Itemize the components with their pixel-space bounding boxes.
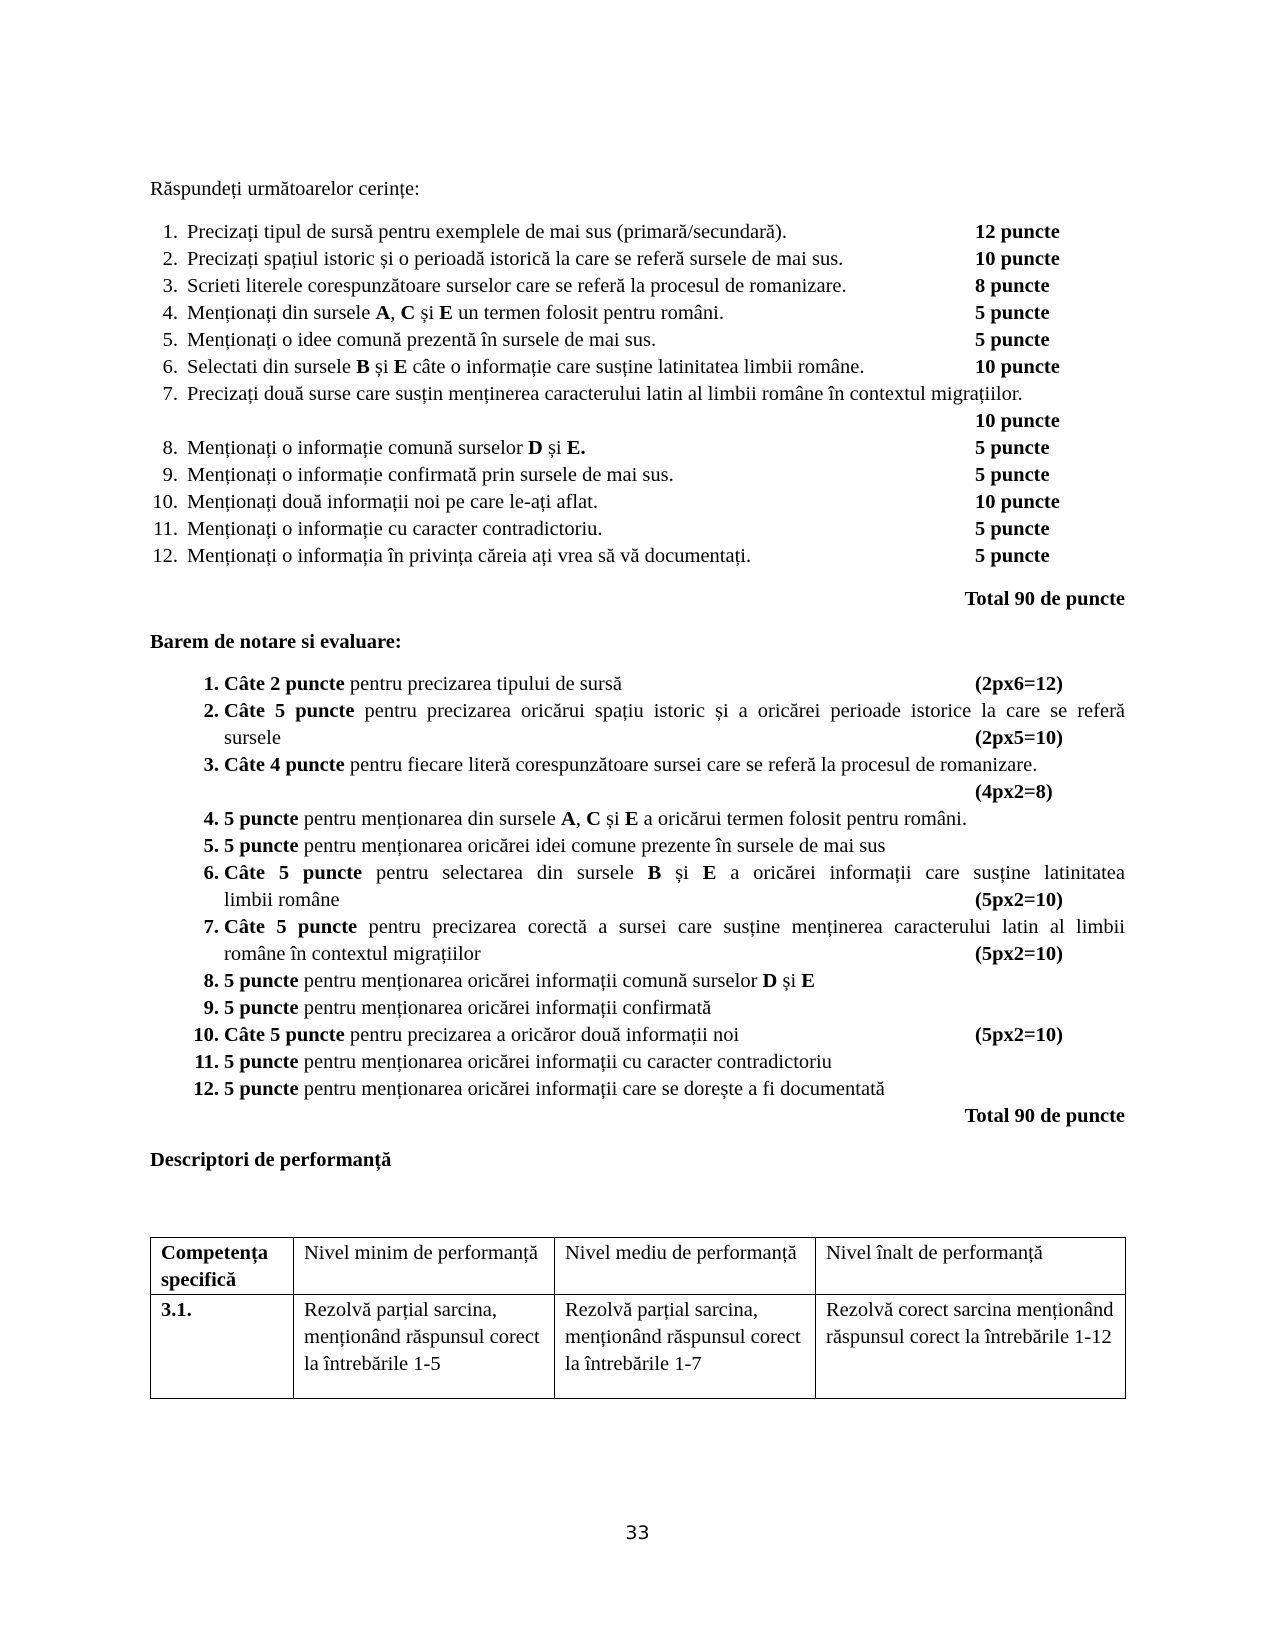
question-text: Menționați o informație confirmată prin sursele de mai sus. [187, 464, 674, 486]
question-number: 6. [162, 356, 178, 378]
question-text: Menționați două informații noi pe care le-ați aflat. [187, 491, 598, 513]
barem-text: 5 puncte pentru menționarea oricărei informații care se dorește a fi documentată [224, 1078, 885, 1100]
total-points: Total 90 de puncte [964, 1105, 1125, 1127]
question-text: Precizați tipul de sursă pentru exemplele de mai sus (primară/secundară). [187, 221, 787, 243]
barem-number: 11. [194, 1051, 219, 1073]
question-text: Precizați spațiul istoric și o perioadă istorică la care se referă sursele de mai sus. [187, 248, 844, 270]
table-header-row [151, 1238, 1126, 1295]
question-text: Menționați din sursele A, C și E un termen folosit pentru români. [187, 302, 724, 324]
barem-text-cont: române în contextul migrațiilor [224, 943, 481, 965]
question-number: 7. [162, 383, 178, 405]
question-points: 8 puncte [975, 275, 1050, 297]
barem-text: Câte 5 puncte pentru precizarea corectă a sursei care susține menținerea caracterului latin al limbii [224, 916, 1125, 938]
barem-number: 5. [203, 835, 219, 857]
question-points: 10 puncte [975, 248, 1060, 270]
table-cell: Rezolvă parțial sarcina, menționând răspunsul corect la întrebările 1-5 [294, 1295, 555, 1399]
question-number: 2. [162, 248, 178, 270]
table-cell: 3.1. [151, 1295, 294, 1399]
barem-text: Câte 5 puncte pentru precizarea oricărui spațiu istoric și a oricărei perioade istorice la care se referă [224, 700, 1125, 722]
barem-score: (5px2=10) [975, 889, 1063, 911]
question-number: 10. [152, 491, 178, 513]
intro-text: Răspundeți următoarelor cerințe: [150, 178, 420, 200]
table-header: Nivel mediu de performanță [555, 1238, 816, 1295]
barem-score: (5px2=10) [975, 943, 1063, 965]
question-text: Menționați o informație cu caracter contradictoriu. [187, 518, 603, 540]
barem-score: (2px6=12) [975, 673, 1063, 695]
question-number: 9. [162, 464, 178, 486]
barem-text-cont: sursele [224, 727, 281, 749]
barem-text: 5 puncte pentru menționarea oricărei informații comună surselor D și E [224, 970, 815, 992]
barem-number: 1. [203, 673, 219, 695]
question-points: 10 puncte [975, 410, 1060, 432]
barem-text: Câte 5 puncte pentru precizarea a oricăror două informații noi [224, 1024, 740, 1046]
barem-number: 7. [203, 916, 219, 938]
question-points: 5 puncte [975, 302, 1050, 324]
barem-text: 5 puncte pentru menționarea oricărei informații cu caracter contradictoriu [224, 1051, 832, 1073]
total-points: Total 90 de puncte [964, 588, 1125, 610]
barem-score: (4px2=8) [975, 781, 1053, 803]
barem-number: 2. [203, 700, 219, 722]
document-page [150, 0, 1125, 1650]
table-cell: Rezolvă corect sarcina menționând răspunsul corect la întrebările 1-12 [816, 1295, 1126, 1399]
question-points: 5 puncte [975, 464, 1050, 486]
barem-text: 5 puncte pentru menționarea oricărei informații confirmată [224, 997, 712, 1019]
question-number: 3. [162, 275, 178, 297]
barem-text-cont: limbii române [224, 889, 340, 911]
table-header: Nivel minim de performanță [294, 1238, 555, 1295]
question-text: Scrieti literele corespunzătoare surselor care se referă la procesul de romanizare. [187, 275, 847, 297]
question-number: 1. [162, 221, 178, 243]
barem-score: (5px2=10) [975, 1024, 1063, 1046]
barem-text: Câte 5 puncte pentru selectarea din sursele B și E a oricărei informații care susține latinitatea [224, 862, 1125, 884]
barem-text: 5 puncte pentru menționarea din sursele A, C și E a oricărui termen folosit pentru români. [224, 808, 968, 830]
question-points: 5 puncte [975, 545, 1050, 567]
barem-title: Barem de notare si evaluare: [150, 631, 402, 653]
barem-number: 3. [203, 754, 219, 776]
question-number: 12. [152, 545, 178, 567]
question-text: Menționați o idee comună prezentă în sursele de mai sus. [187, 329, 657, 351]
question-number: 11. [153, 518, 178, 540]
question-text: Menționați o informație comună surselor D și E. [187, 437, 586, 459]
barem-number: 6. [203, 862, 219, 884]
barem-score: (2px5=10) [975, 727, 1063, 749]
question-number: 5. [162, 329, 178, 351]
question-points: 12 puncte [975, 221, 1060, 243]
barem-number: 4. [203, 808, 219, 830]
page-number: 33 [625, 1522, 650, 1544]
barem-number: 8. [203, 970, 219, 992]
table-row [151, 1295, 1126, 1399]
descriptors-table [150, 1237, 1126, 1399]
barem-number: 10. [193, 1024, 219, 1046]
question-points: 5 puncte [975, 518, 1050, 540]
barem-number: 12. [193, 1078, 219, 1100]
barem-text: Câte 4 puncte pentru fiecare literă corespunzătoare sursei care se referă la procesul de romanizare. [224, 754, 1038, 776]
table-header: Competența specifică [151, 1238, 294, 1295]
question-text: Selectati din sursele B și E câte o informație care susține latinitatea limbii române. [187, 356, 865, 378]
descriptors-title: Descriptori de performanță [150, 1149, 392, 1171]
question-points: 10 puncte [975, 491, 1060, 513]
table-cell: Rezolvă parțial sarcina, menționând răspunsul corect la întrebările 1-7 [555, 1295, 816, 1399]
barem-text: 5 puncte pentru menționarea oricărei idei comune prezente în sursele de mai sus [224, 835, 886, 857]
table-header: Nivel înalt de performanță [816, 1238, 1126, 1295]
question-number: 4. [162, 302, 178, 324]
barem-text: Câte 2 puncte pentru precizarea tipului de sursă [224, 673, 622, 695]
question-number: 8. [162, 437, 178, 459]
question-points: 10 puncte [975, 356, 1060, 378]
question-text: Menționați o informația în privința căreia ați vrea să vă documentați. [187, 545, 752, 567]
barem-number: 9. [203, 997, 219, 1019]
question-points: 5 puncte [975, 437, 1050, 459]
question-text: Precizați două surse care susțin menținerea caracterului latin al limbii române în contextul migrațiilor. [187, 383, 1023, 405]
question-points: 5 puncte [975, 329, 1050, 351]
